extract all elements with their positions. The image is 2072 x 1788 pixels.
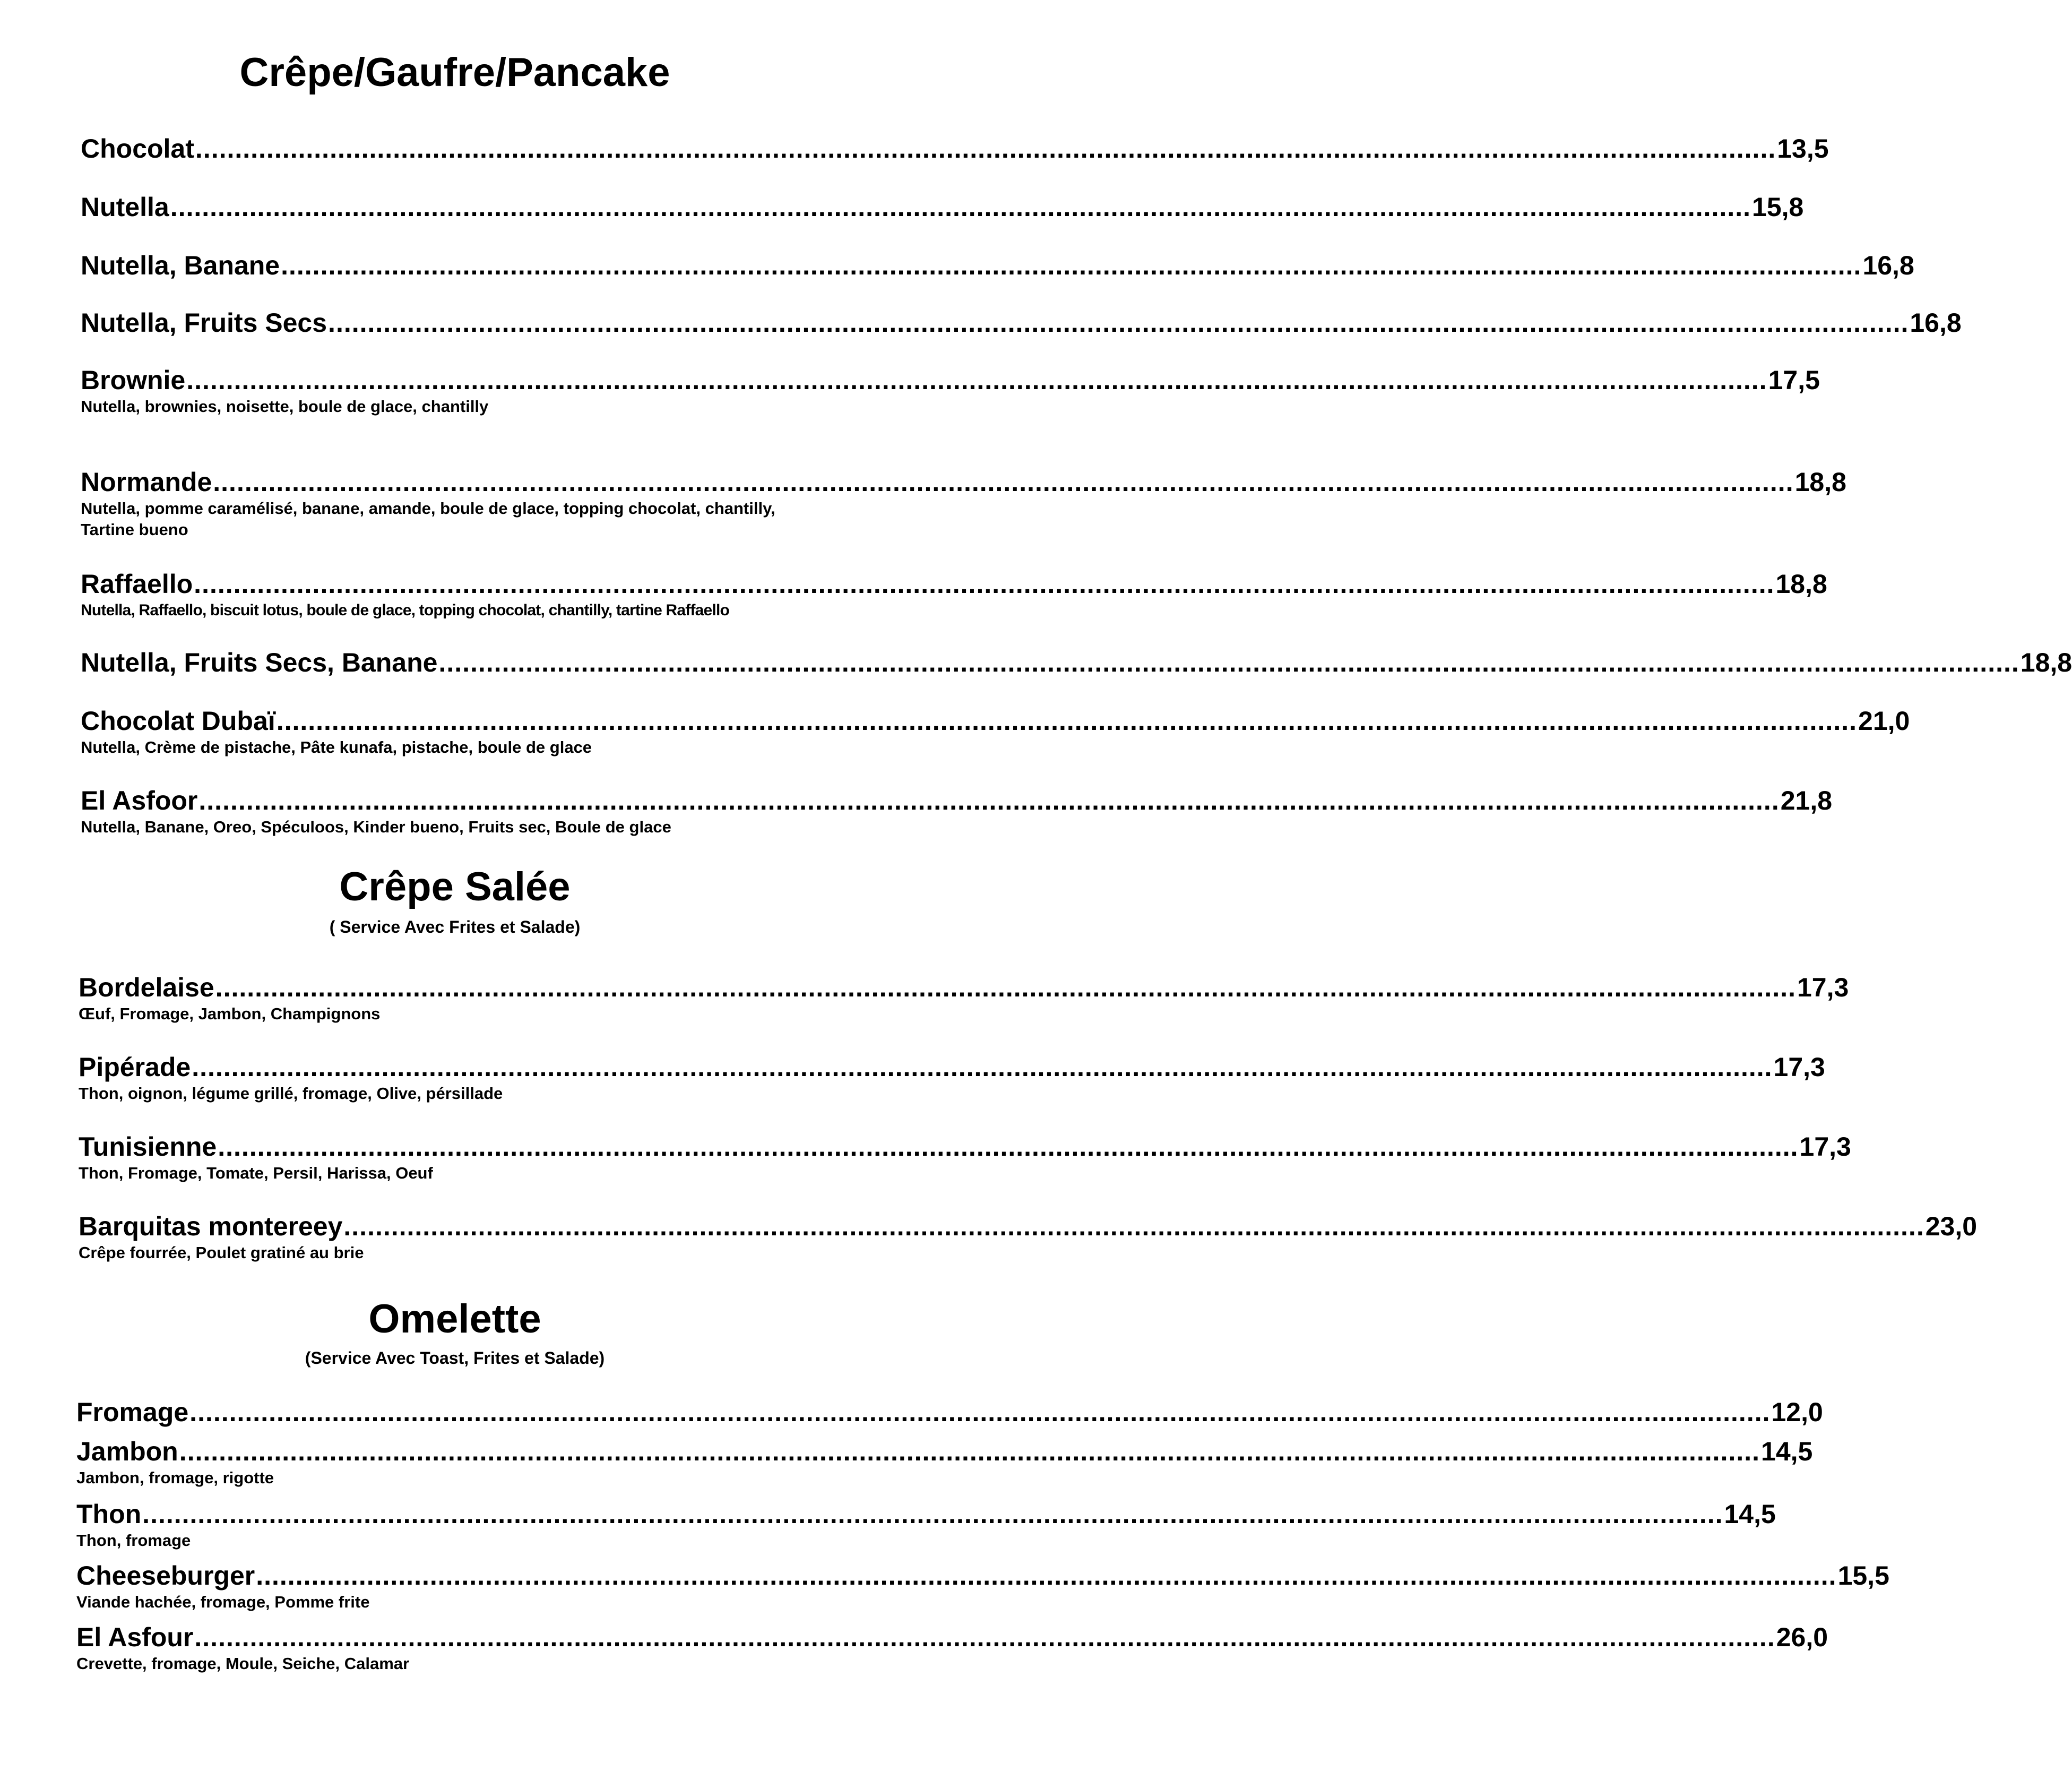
- item-price: 15,8: [1752, 192, 1804, 222]
- item-price: 18,8: [1794, 467, 1846, 497]
- item-name: Tunisienne: [79, 1132, 217, 1162]
- item-price: 15,5: [1837, 1561, 1889, 1591]
- item-name: Chocolat: [81, 134, 194, 164]
- section-subtitle: (Service Avec Toast, Frites et Salade): [305, 1348, 605, 1368]
- dot-leader: ........................................................................................................................................................................................................: [328, 308, 1909, 338]
- item-name: Nutella, Banane: [81, 251, 280, 280]
- item-price: 17,3: [1797, 973, 1849, 1002]
- dot-leader: ........................................................................................................................................................................................................: [215, 973, 1796, 1002]
- dot-leader: ........................................................................................................................................................................................................: [194, 569, 1775, 599]
- menu-item: [76, 1621, 1828, 1674]
- item-name: Jambon: [76, 1437, 178, 1466]
- dot-leader: ........................................................................................................................................................................................................: [198, 786, 1780, 815]
- dot-leader: ........................................................................................................................................................................................................: [438, 648, 2019, 677]
- item-description: Crêpe fourrée, Poulet gratiné au brie: [79, 1243, 364, 1262]
- item-price: 18,8: [1775, 569, 1827, 599]
- item-price: 18,8: [2020, 648, 2072, 677]
- item-price: 21,8: [1780, 786, 1833, 815]
- menu-item: [79, 1131, 1851, 1184]
- item-price: 17,5: [1768, 365, 1820, 395]
- item-name: Nutella: [81, 192, 169, 222]
- menu-item: [81, 307, 1962, 339]
- item-description: Nutella, pomme caramélisé, banane, amande, boule de glace, topping chocolat, chantilly, Tartine bueno: [81, 499, 775, 539]
- item-price: 14,5: [1724, 1499, 1776, 1529]
- dot-leader: ........................................................................................................................................................................................................: [276, 706, 1858, 736]
- menu-item: [81, 133, 1829, 165]
- item-price: 13,5: [1777, 134, 1829, 164]
- item-price: 14,5: [1761, 1437, 1813, 1466]
- dot-leader: ........................................................................................................................................................................................................: [179, 1437, 1760, 1466]
- menu-item: [79, 1051, 1825, 1104]
- dot-leader: ........................................................................................................................................................................................................: [256, 1561, 1837, 1591]
- item-name: Normande: [81, 467, 212, 497]
- item-name: Pipérade: [79, 1052, 191, 1082]
- dot-leader: ........................................................................................................................................................................................................: [142, 1499, 1723, 1529]
- section-subtitle: ( Service Avec Frites et Salade): [329, 917, 581, 936]
- menu-item: [81, 250, 1914, 281]
- section-title-crepe-gaufre-pancake: Crêpe/Gaufre/Pancake: [239, 50, 670, 95]
- menu-item: [81, 785, 1833, 838]
- item-price: 23,0: [1925, 1211, 1978, 1241]
- item-price: 21,0: [1858, 706, 1910, 736]
- item-description: Thon, oignon, légume grillé, fromage, Olive, pérsillade: [79, 1084, 503, 1103]
- item-name: Nutella, Fruits Secs: [81, 308, 327, 338]
- menu-item: [79, 972, 1849, 1025]
- menu-item: [81, 364, 1820, 417]
- item-description: Thon, fromage: [76, 1531, 191, 1550]
- dot-leader: ........................................................................................................................................................................................................: [186, 365, 1767, 395]
- menu-item: [76, 1396, 1823, 1428]
- item-description: Jambon, fromage, rigotte: [76, 1468, 274, 1487]
- item-description: Nutella, Banane, Oreo, Spéculoos, Kinder bueno, Fruits sec, Boule de glace: [81, 818, 671, 836]
- dot-leader: ........................................................................................................................................................................................................: [281, 251, 1862, 280]
- item-name: Barquitas montereey: [79, 1211, 343, 1241]
- menu-item: [76, 1560, 1889, 1613]
- item-name: Cheeseburger: [76, 1561, 255, 1591]
- menu-item: [81, 191, 1804, 223]
- dot-leader: ........................................................................................................................................................................................................: [218, 1132, 1799, 1162]
- menu-item: [81, 647, 2072, 678]
- item-name: Thon: [76, 1499, 142, 1529]
- item-name: Raffaello: [81, 569, 193, 599]
- item-name: Nutella, Fruits Secs, Banane: [81, 648, 438, 677]
- section-title-omelette: Omelette: [368, 1296, 541, 1342]
- item-name: Brownie: [81, 365, 186, 395]
- menu-item: [76, 1435, 1813, 1489]
- item-name: El Asfour: [76, 1622, 194, 1652]
- item-price: 17,3: [1799, 1132, 1851, 1162]
- menu-item: [81, 705, 1910, 758]
- item-price: 26,0: [1776, 1622, 1828, 1652]
- item-description: Nutella, Crème de pistache, Pâte kunafa, pistache, boule de glace: [81, 738, 592, 757]
- menu-item: [76, 1498, 1776, 1551]
- dot-leader: ........................................................................................................................................................................................................: [189, 1397, 1771, 1427]
- dot-leader: ........................................................................................................................................................................................................: [192, 1052, 1773, 1082]
- dot-leader: ........................................................................................................................................................................................................: [343, 1211, 1924, 1241]
- menu-item: [81, 466, 1846, 540]
- menu-item: [81, 568, 1827, 621]
- item-description: Thon, Fromage, Tomate, Persil, Harissa, Oeuf: [79, 1164, 433, 1182]
- dot-leader: ........................................................................................................................................................................................................: [194, 1622, 1775, 1652]
- item-name: Chocolat Dubaï: [81, 706, 275, 736]
- section-title-crepe-salee: Crêpe Salée: [339, 864, 571, 909]
- item-description: Viande hachée, fromage, Pomme frite: [76, 1593, 370, 1611]
- item-description: Nutella, brownies, noisette, boule de glace, chantilly: [81, 397, 489, 416]
- dot-leader: ........................................................................................................................................................................................................: [195, 134, 1776, 164]
- item-description: Crevette, fromage, Moule, Seiche, Calamar: [76, 1654, 410, 1673]
- item-description: Nutella, Raffaello, biscuit lotus, boule de glace, topping chocolat, chantilly, tartine Raffaello: [81, 601, 730, 619]
- dot-leader: ........................................................................................................................................................................................................: [213, 467, 1794, 497]
- item-name: Bordelaise: [79, 973, 214, 1002]
- item-price: 12,0: [1771, 1397, 1823, 1427]
- item-name: El Asfoor: [81, 786, 198, 815]
- item-description: Œuf, Fromage, Jambon, Champignons: [79, 1004, 381, 1023]
- item-price: 16,8: [1910, 308, 1962, 338]
- menu-item: [79, 1210, 1978, 1263]
- item-price: 16,8: [1862, 251, 1914, 280]
- item-price: 17,3: [1773, 1052, 1825, 1082]
- item-name: Fromage: [76, 1397, 189, 1427]
- dot-leader: ........................................................................................................................................................................................................: [170, 192, 1751, 222]
